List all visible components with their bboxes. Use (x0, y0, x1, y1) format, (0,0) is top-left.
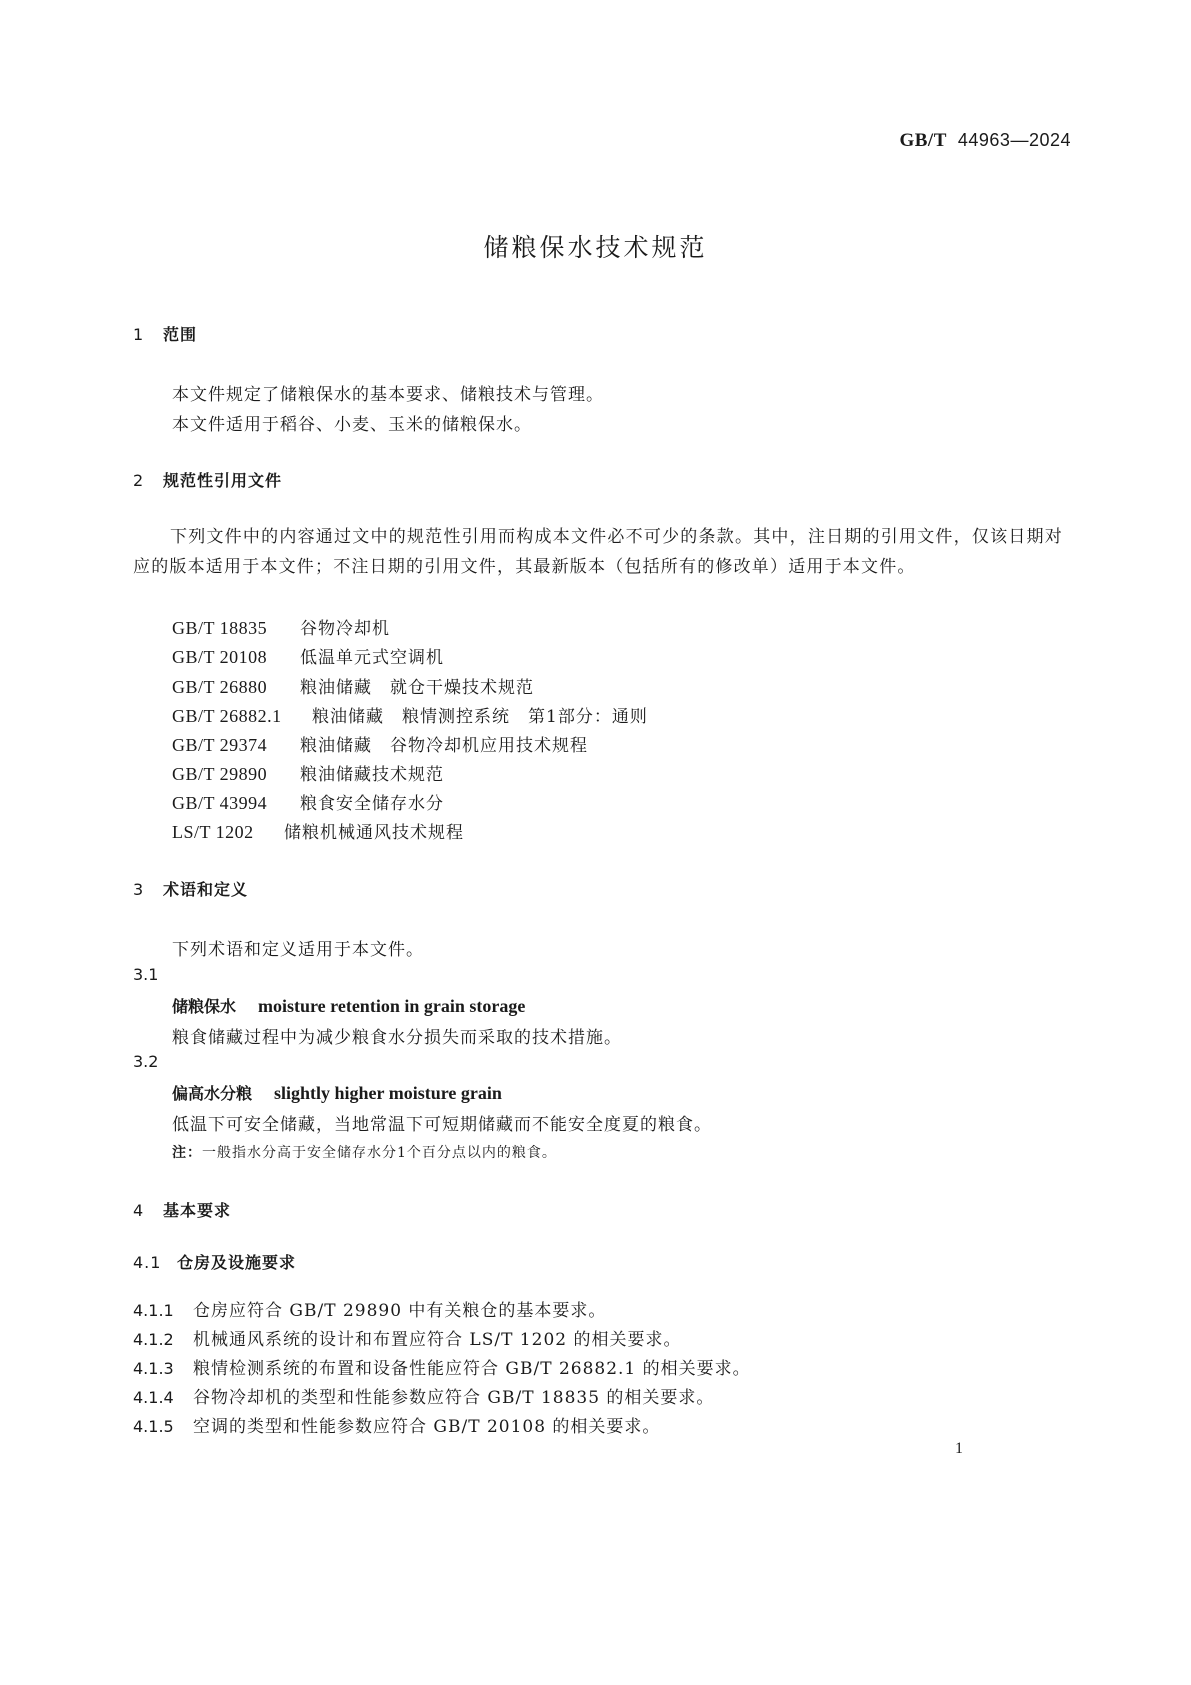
terms-intro: 下列术语和定义适用于本文件。 (172, 940, 424, 960)
reference-item: GB/T 20108 低温单元式空调机 (172, 647, 444, 668)
section-title: 基本要求 (163, 1201, 232, 1220)
term-en: slightly higher moisture grain (274, 1083, 502, 1103)
reference-item: LS/T 1202 储粮机械通风技术规程 (172, 822, 464, 843)
section-2-heading (133, 468, 282, 491)
term-zh: 储粮保水 (172, 997, 237, 1016)
section-number: 1 (133, 325, 145, 344)
term-heading (172, 994, 525, 1017)
reference-item: GB/T 43994 粮食安全储存水分 (172, 793, 444, 814)
subsection-number: 4.1 (133, 1253, 162, 1272)
paragraph: 本文件适用于稻谷、小麦、玉米的储粮保水。 (172, 415, 532, 435)
term-en: moisture retention in grain storage (258, 996, 526, 1016)
note-label: 注： (172, 1145, 202, 1161)
term-number: 3.2 (133, 1052, 159, 1071)
section-3-heading (133, 877, 248, 900)
subsection-4-1-heading (133, 1250, 296, 1273)
term-note (172, 1142, 557, 1162)
reference-item: GB/T 29890 粮油储藏技术规范 (172, 764, 444, 785)
standard-code (899, 130, 1071, 152)
section-number: 3 (133, 880, 145, 899)
clause-item: 4.1.2 机械通风系统的设计和布置应符合 LS/T 1202 的相关要求。 (133, 1330, 682, 1350)
reference-item: GB/T 29374 粮油储藏 谷物冷却机应用技术规程 (172, 735, 588, 756)
page-number: 1 (955, 1440, 963, 1457)
term-definition: 低温下可安全储藏，当地常温下可短期储藏而不能安全度夏的粮食。 (172, 1115, 712, 1135)
note-text: 一般指水分高于安全储存水分1个百分点以内的粮食。 (202, 1145, 557, 1161)
reference-item: GB/T 26880 粮油储藏 就仓干燥技术规范 (172, 677, 534, 698)
section-title: 范围 (163, 325, 198, 344)
clause-item: 4.1.1 仓房应符合 GB/T 29890 中有关粮仓的基本要求。 (133, 1301, 607, 1321)
paragraph: 本文件规定了储粮保水的基本要求、储粮技术与管理。 (172, 385, 604, 405)
reference-item: GB/T 18835 谷物冷却机 (172, 618, 390, 639)
document-title: 储粮保水技术规范 (483, 233, 708, 262)
section-title: 术语和定义 (163, 880, 249, 899)
standard-prefix: GB/T (899, 130, 947, 151)
standard-number: 44963—2024 (957, 130, 1071, 150)
section-4-heading (133, 1198, 231, 1221)
references-intro: 下列文件中的内容通过文中的规范性引用而构成本文件必不可少的条款。其中，注日期的引用文件，仅该日期对应的版本适用于本文件；不注日期的引用文件，其最新版本（包括所有的修改单）适用于本文件。 (133, 527, 1063, 577)
reference-item: GB/T 26882.1 粮油储藏 粮情测控系统 第1部分：通则 (172, 706, 648, 727)
subsection-title: 仓房及设施要求 (177, 1253, 297, 1272)
section-number: 2 (133, 471, 145, 490)
clause-item: 4.1.5 空调的类型和性能参数应符合 GB/T 20108 的相关要求。 (133, 1417, 661, 1437)
term-zh: 偏高水分粮 (172, 1084, 253, 1103)
term-number: 3.1 (133, 965, 159, 984)
term-heading (172, 1081, 502, 1104)
term-definition: 粮食储藏过程中为减少粮食水分损失而采取的技术措施。 (172, 1028, 622, 1048)
section-title: 规范性引用文件 (163, 471, 283, 490)
section-1-heading (133, 322, 197, 345)
clause-item: 4.1.3 粮情检测系统的布置和设备性能应符合 GB/T 26882.1 的相关要求。 (133, 1359, 751, 1379)
clause-item: 4.1.4 谷物冷却机的类型和性能参数应符合 GB/T 18835 的相关要求。 (133, 1388, 715, 1408)
section-number: 4 (133, 1201, 145, 1220)
